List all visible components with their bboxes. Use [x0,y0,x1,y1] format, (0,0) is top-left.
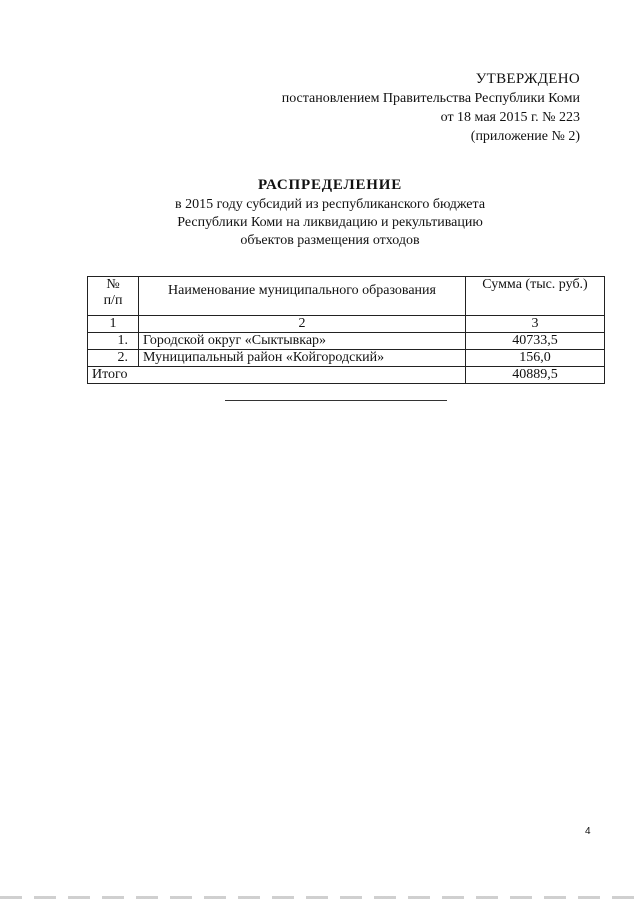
scan-edge-artifact [0,896,640,899]
table-header-row [88,277,605,316]
document-subtitle-line-2: Республики Коми на ликвидацию и рекультивацию [177,215,483,230]
approval-decree: постановлением Правительства Республики Коми [281,91,580,106]
row-number: 2. [88,350,139,367]
index-cell-2: 2 [139,316,466,333]
row-sum: 40733,5 [466,333,605,350]
row-name: Городской округ «Сыктывкар» [139,333,466,350]
document-heading [130,176,530,250]
distribution-table [87,276,605,384]
row-sum: 156,0 [466,350,605,367]
header-name: Наименование муниципального образования [139,277,466,316]
approval-stamp: УТВЕРЖДЕНО [475,71,580,87]
separator-line [225,400,447,401]
table-index-row [88,316,605,333]
index-cell-3: 3 [466,316,605,333]
document-title: РАСПРЕДЕЛЕНИЕ [257,177,403,193]
header-number-abbr: п/п [103,293,123,308]
table-row [88,333,605,350]
header-number [88,277,139,316]
row-number: 1. [88,333,139,350]
document-subtitle-line-3: объектов размещения отходов [240,233,420,248]
total-sum: 40889,5 [466,367,605,384]
index-cell-1: 1 [88,316,139,333]
row-name: Муниципальный район «Койгородский» [139,350,466,367]
total-label: Итого [88,367,466,384]
approval-block [282,70,580,146]
table-total-row [88,367,605,384]
page-number: 4 [585,826,591,837]
approval-date: от 18 мая 2015 г. № 223 [440,110,580,125]
header-number-sign: № [106,277,120,292]
table-row [88,350,605,367]
document-subtitle-line-1: в 2015 году субсидий из республиканского бюджета [174,197,486,212]
approval-appendix: (приложение № 2) [470,129,580,144]
header-sum: Сумма (тыс. руб.) [466,277,605,316]
